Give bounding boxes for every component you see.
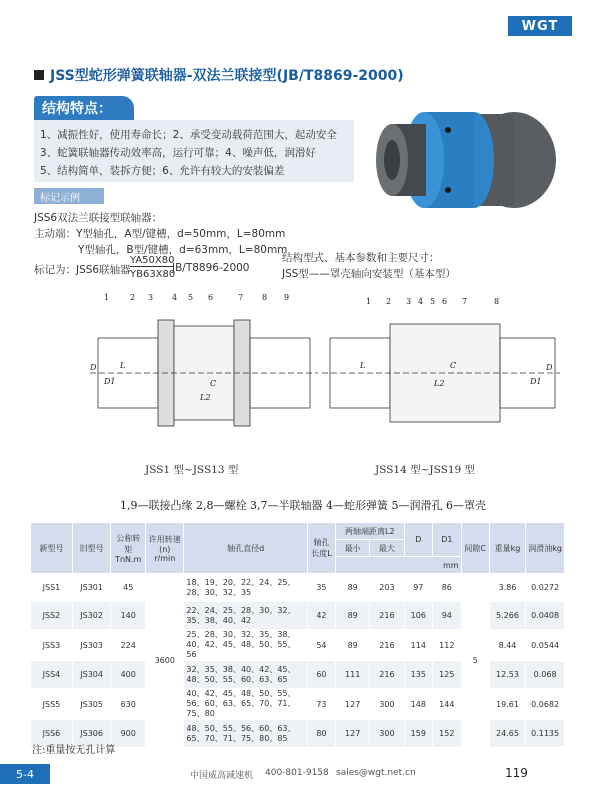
th-old-model: 旧型号 (72, 523, 110, 574)
left-num-9: 9 (284, 293, 290, 302)
left-num-3: 3 (148, 293, 154, 302)
right-num-6: 6 (442, 297, 448, 306)
cell-new: JSS2 (31, 602, 73, 630)
th-grease: 润滑油kg (526, 523, 565, 574)
cell-bore: 25、28、30、32、35、38、40、42、45、48、50、55、56 (184, 630, 307, 661)
cell-speed: 3600 (146, 574, 184, 748)
struct-line-1: 结构型式、基本参数和主要尺寸： (282, 252, 440, 264)
cell-torque: 400 (111, 661, 146, 689)
dim-L2-right: L2 (434, 379, 445, 388)
cell-D: 135 (404, 661, 433, 689)
right-num-8: 8 (494, 297, 500, 306)
th-new-model: 新型号 (31, 523, 73, 574)
cell-L: 80 (307, 720, 335, 748)
left-num-8: 8 (262, 293, 268, 302)
mark-suffix: JB/T8896-2000 (172, 262, 250, 274)
cell-D1: 144 (433, 689, 462, 720)
cell-L: 42 (307, 602, 335, 630)
cell-L: 35 (307, 574, 335, 602)
mark-prefix: 标记为：JSS6联轴器 (34, 264, 131, 276)
feature-line-3: 5、结构简单，装拆方便；6、允许有较大的安装偏差 (40, 165, 285, 177)
th-D1: D1 (433, 523, 462, 557)
cell-max: 216 (370, 630, 404, 661)
example-line-1: JSS6双法兰联接型联轴器： (34, 212, 163, 224)
cell-grease: 0.0544 (526, 630, 565, 661)
cell-min: 127 (336, 720, 370, 748)
table-row (31, 574, 565, 602)
cell-min: 89 (336, 574, 370, 602)
struct-line-2: JSS型——罩壳轴向安装型（基本型） (282, 268, 456, 280)
cell-grease: 0.1135 (526, 720, 565, 748)
cell-weight: 3.86 (489, 574, 526, 602)
cell-min: 127 (336, 689, 370, 720)
cell-D1: 86 (433, 574, 462, 602)
technical-drawing (90, 290, 560, 480)
mark-frac-top: YA50X80 (130, 255, 175, 266)
cell-bore: 22、24、25、28、30、32、35、38、40、42 (184, 602, 307, 630)
cell-grease: 0.0272 (526, 574, 565, 602)
cell-torque: 224 (111, 630, 146, 661)
cell-D1: 94 (433, 602, 462, 630)
dim-D-right: D (546, 363, 553, 372)
cell-min: 111 (336, 661, 370, 689)
cell-new: JSS1 (31, 574, 73, 602)
cell-torque: 140 (111, 602, 146, 630)
cell-L: 54 (307, 630, 335, 661)
dim-C-right: C (450, 361, 457, 370)
cell-D1: 112 (433, 630, 462, 661)
cell-bore: 40、42、45、48、50、55、56、60、63、65、70、71、75、80 (184, 689, 307, 720)
cell-bore: 32、35、38、40、42、45、48、50、55、60、63、65 (184, 661, 307, 689)
left-num-5: 5 (188, 293, 194, 302)
footer-company: 中国威高减速机 (190, 771, 254, 781)
cell-max: 203 (370, 574, 404, 602)
dim-D1-right: D1 (530, 377, 542, 386)
cell-L: 73 (307, 689, 335, 720)
cell-max: 300 (370, 689, 404, 720)
example-line-3: Y型轴孔，B型/键槽，d=63mm，L=80mm (78, 244, 288, 256)
page-number: 119 (505, 766, 528, 780)
cell-D: 114 (404, 630, 433, 661)
left-num-7: 7 (238, 293, 244, 302)
cell-torque: 900 (111, 720, 146, 748)
cell-old: JS306 (72, 720, 110, 748)
left-num-6: 6 (208, 293, 214, 302)
cell-old: JS304 (72, 661, 110, 689)
spec-table (30, 522, 565, 748)
cell-old: JS303 (72, 630, 110, 661)
cell-weight: 5.266 (489, 602, 526, 630)
right-drawing-caption: JSS14 型~JSS19 型 (375, 464, 476, 476)
cell-max: 300 (370, 720, 404, 748)
dim-D1-left: D1 (104, 377, 116, 386)
cell-D1: 152 (433, 720, 462, 748)
dim-L-right: L (360, 361, 366, 370)
cell-min: 89 (336, 630, 370, 661)
th-gap-min: 最小 (336, 540, 370, 557)
footer-email[interactable]: sales@wgt.net.cn (336, 768, 416, 778)
left-drawing-caption: JSS1 型~JSS13 型 (145, 464, 239, 476)
cell-D: 148 (404, 689, 433, 720)
th-length: 轴孔长度L (307, 523, 335, 574)
cell-new: JSS6 (31, 720, 73, 748)
features-heading: 结构特点： (34, 96, 134, 120)
page-title: JSS型蛇形弹簧联轴器-双法兰联接型(JB/T8869-2000) (50, 68, 404, 84)
th-gap: 两轴端距离L2 (336, 523, 404, 540)
cell-grease: 0.0682 (526, 689, 565, 720)
cell-old: JS302 (72, 602, 110, 630)
footer-phone: 400-801-9158 (265, 768, 329, 778)
cell-grease: 0.068 (526, 661, 565, 689)
example-heading: 标记示例 (34, 188, 104, 204)
th-weight: 重量kg (489, 523, 526, 574)
right-num-2: 2 (386, 297, 392, 306)
cell-weight: 24.65 (489, 720, 526, 748)
left-num-1: 1 (104, 293, 110, 302)
cell-max: 216 (370, 602, 404, 630)
right-num-7: 7 (462, 297, 468, 306)
cell-grease: 0.0408 (526, 602, 565, 630)
table-note: 注:重量按无孔计算 (32, 745, 116, 756)
cell-new: JSS5 (31, 689, 73, 720)
feature-line-1: 1、减振性好，使用寿命长；2、承受变动载荷范围大，起动安全 (40, 129, 337, 141)
th-torque: 公称转矩TnN.m (111, 523, 146, 574)
cell-C: 5 (461, 574, 489, 748)
left-num-2: 2 (130, 293, 136, 302)
cell-old: JS305 (72, 689, 110, 720)
th-gap-max: 最大 (370, 540, 404, 557)
cell-torque: 45 (111, 574, 146, 602)
cell-max: 216 (370, 661, 404, 689)
th-D: D (404, 523, 433, 557)
dim-C-left: C (210, 379, 217, 388)
parts-legend: 1,9—联接凸缘 2,8—螺栓 3,7—半联轴器 4—蛇形弹簧 5—润滑孔 6—罩壳 (120, 499, 486, 512)
th-bore: 轴孔直径d (184, 523, 307, 574)
mark-frac-bottom: YB63X80 (130, 269, 176, 280)
dim-L2-left: L2 (200, 393, 211, 402)
cell-bore: 18、19、20、22、24、25、28、30、32、35 (184, 574, 307, 602)
th-unit: mm (336, 557, 462, 574)
cell-D1: 125 (433, 661, 462, 689)
right-num-4: 4 (418, 297, 424, 306)
th-speed: 许用转速(n) r/min (146, 523, 184, 574)
brand-logo: WGT (508, 16, 572, 36)
cell-weight: 19.61 (489, 689, 526, 720)
cell-new: JSS3 (31, 630, 73, 661)
th-C: 间隙C (461, 523, 489, 574)
cell-old: JS301 (72, 574, 110, 602)
cell-torque: 630 (111, 689, 146, 720)
cell-bore: 48、50、55、56、60、63、65、70、71、75、80、85 (184, 720, 307, 748)
right-num-3: 3 (406, 297, 412, 306)
cell-min: 89 (336, 602, 370, 630)
feature-line-2: 3、蛇簧联轴器传动效率高，运行可靠；4、噪声低，润滑好 (40, 147, 316, 159)
cell-weight: 12.53 (489, 661, 526, 689)
cell-L: 60 (307, 661, 335, 689)
title-bullet (34, 70, 44, 80)
coupling-photo (364, 92, 564, 222)
cell-new: JSS4 (31, 661, 73, 689)
section-tab: 5-4 (0, 764, 50, 784)
right-num-1: 1 (366, 297, 372, 306)
example-line-2: 主动端：Y型轴孔，A型/键槽，d=50mm，L=80mm (34, 228, 286, 240)
cell-D: 106 (404, 602, 433, 630)
cell-weight: 8.44 (489, 630, 526, 661)
cell-D: 97 (404, 574, 433, 602)
right-num-5: 5 (430, 297, 436, 306)
dim-L-left: L (120, 361, 126, 370)
cell-D: 159 (404, 720, 433, 748)
dim-D-left: D (90, 363, 97, 372)
left-num-4: 4 (172, 293, 178, 302)
